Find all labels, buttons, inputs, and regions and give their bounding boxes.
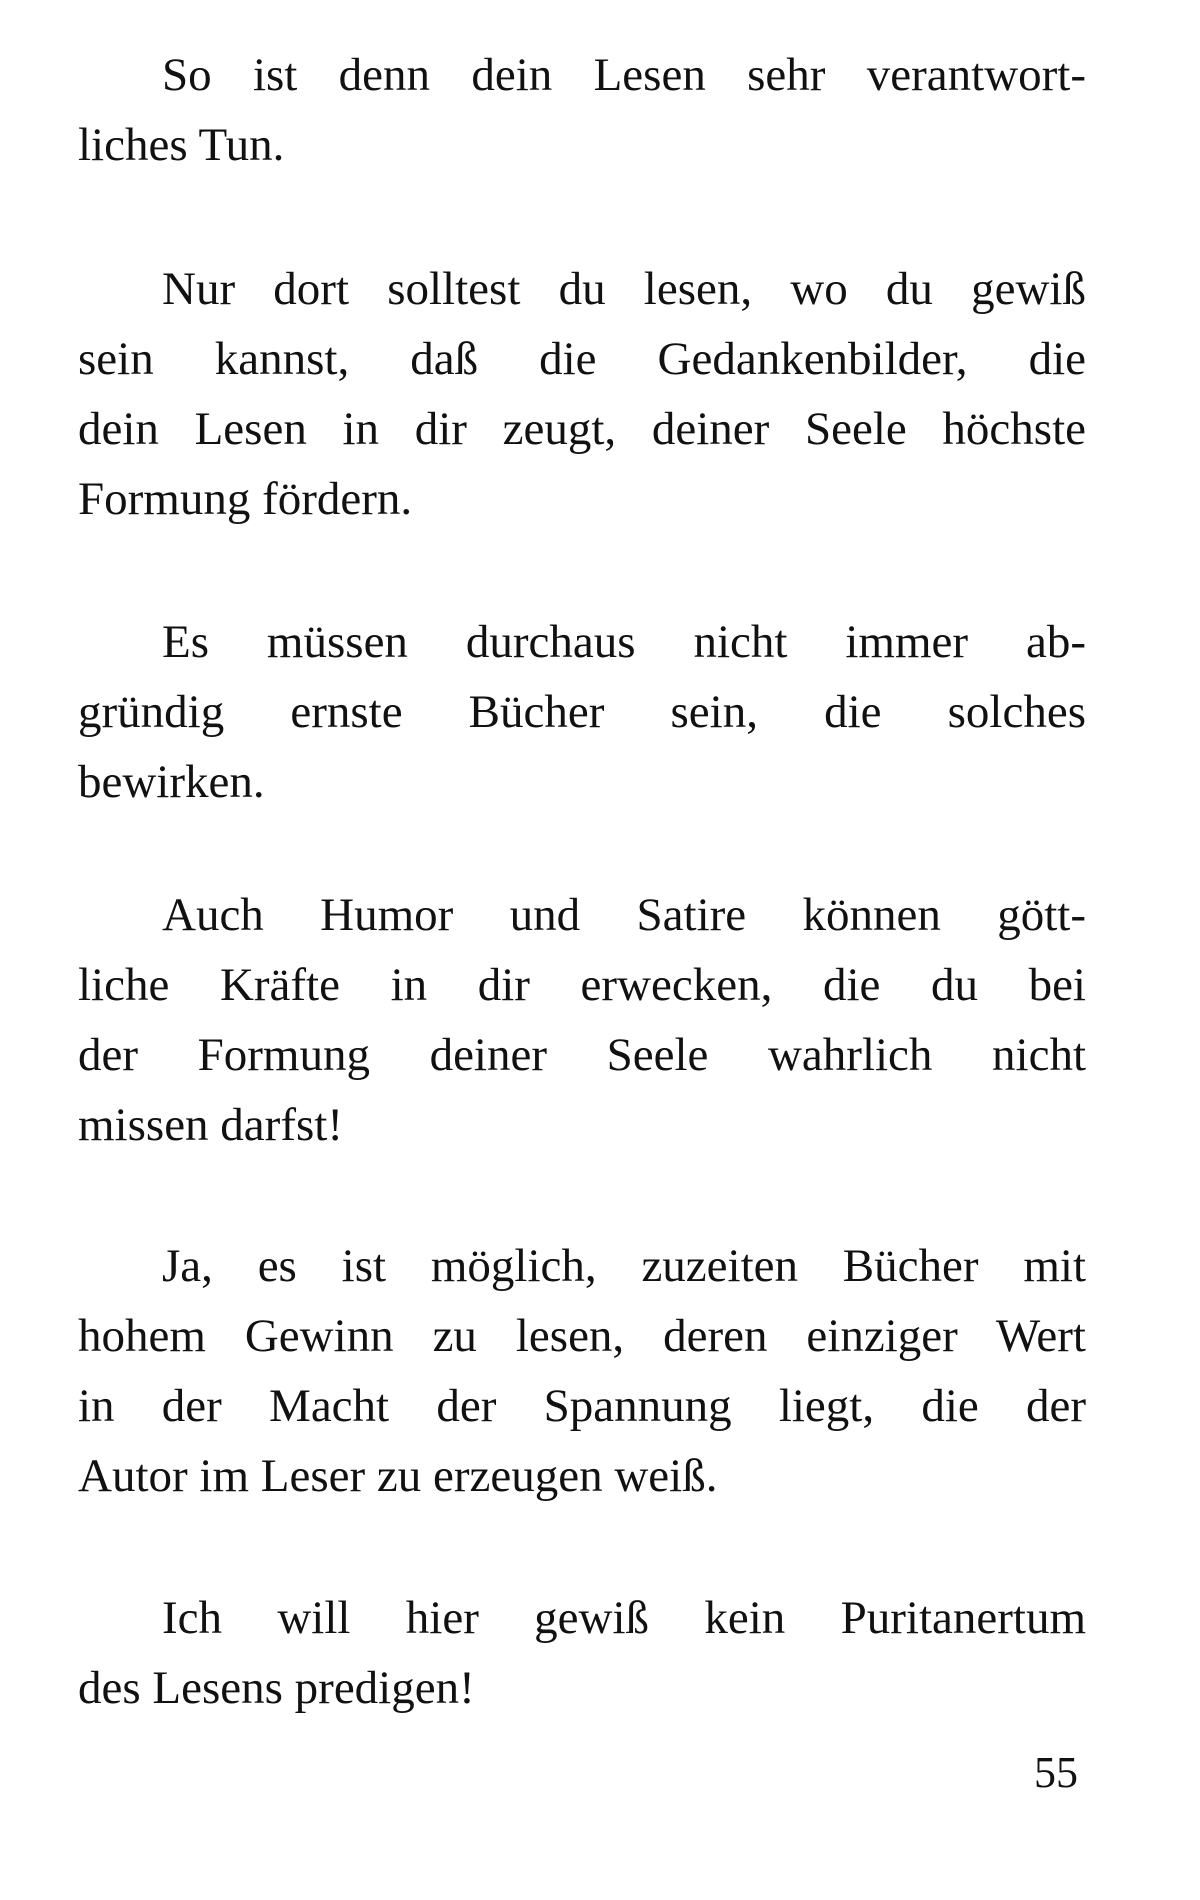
text-line: in der Macht der Spannung liegt, die der (78, 1380, 1086, 1432)
text-line: missen darfst! (78, 1099, 343, 1151)
text-line: Ich will hier gewiß kein Puritanertum (162, 1592, 1086, 1644)
text-line: Es müssen durchaus nicht immer ab- (162, 616, 1086, 668)
text-line: Formung fördern. (78, 473, 413, 525)
text-line: hohem Gewinn zu lesen, deren einziger Wert (78, 1310, 1086, 1362)
text-line: sein kannst, daß die Gedankenbilder, die (78, 333, 1086, 385)
paragraph-6 (78, 1583, 1086, 1723)
text-line: So ist denn dein Lesen sehr verantwort- (162, 49, 1086, 101)
paragraph-2 (78, 254, 1086, 534)
paragraph-3 (78, 607, 1086, 817)
paragraph-4 (78, 880, 1086, 1160)
text-line: liches Tun. (78, 119, 285, 171)
text-line: gründig ernste Bücher sein, die solches (78, 686, 1086, 738)
text-line: dein Lesen in dir zeugt, deiner Seele höchste (78, 403, 1086, 455)
paragraph-5 (78, 1231, 1086, 1511)
text-line: Ja, es ist möglich, zuzeiten Bücher mit (162, 1240, 1086, 1292)
text-line: des Lesens predigen! (78, 1662, 475, 1714)
text-line: Autor im Leser zu erzeugen weiß. (78, 1450, 718, 1502)
text-line: liche Kräfte in dir erwecken, die du bei (78, 959, 1086, 1011)
text-line: Auch Humor und Satire können gött- (162, 889, 1086, 941)
text-line: bewirken. (78, 756, 265, 808)
paragraph-1 (78, 40, 1086, 180)
text-line: der Formung deiner Seele wahrlich nicht (78, 1029, 1086, 1081)
text-line: Nur dort solltest du lesen, wo du gewiß (162, 263, 1086, 315)
page-number: 55 (1034, 1748, 1078, 1797)
